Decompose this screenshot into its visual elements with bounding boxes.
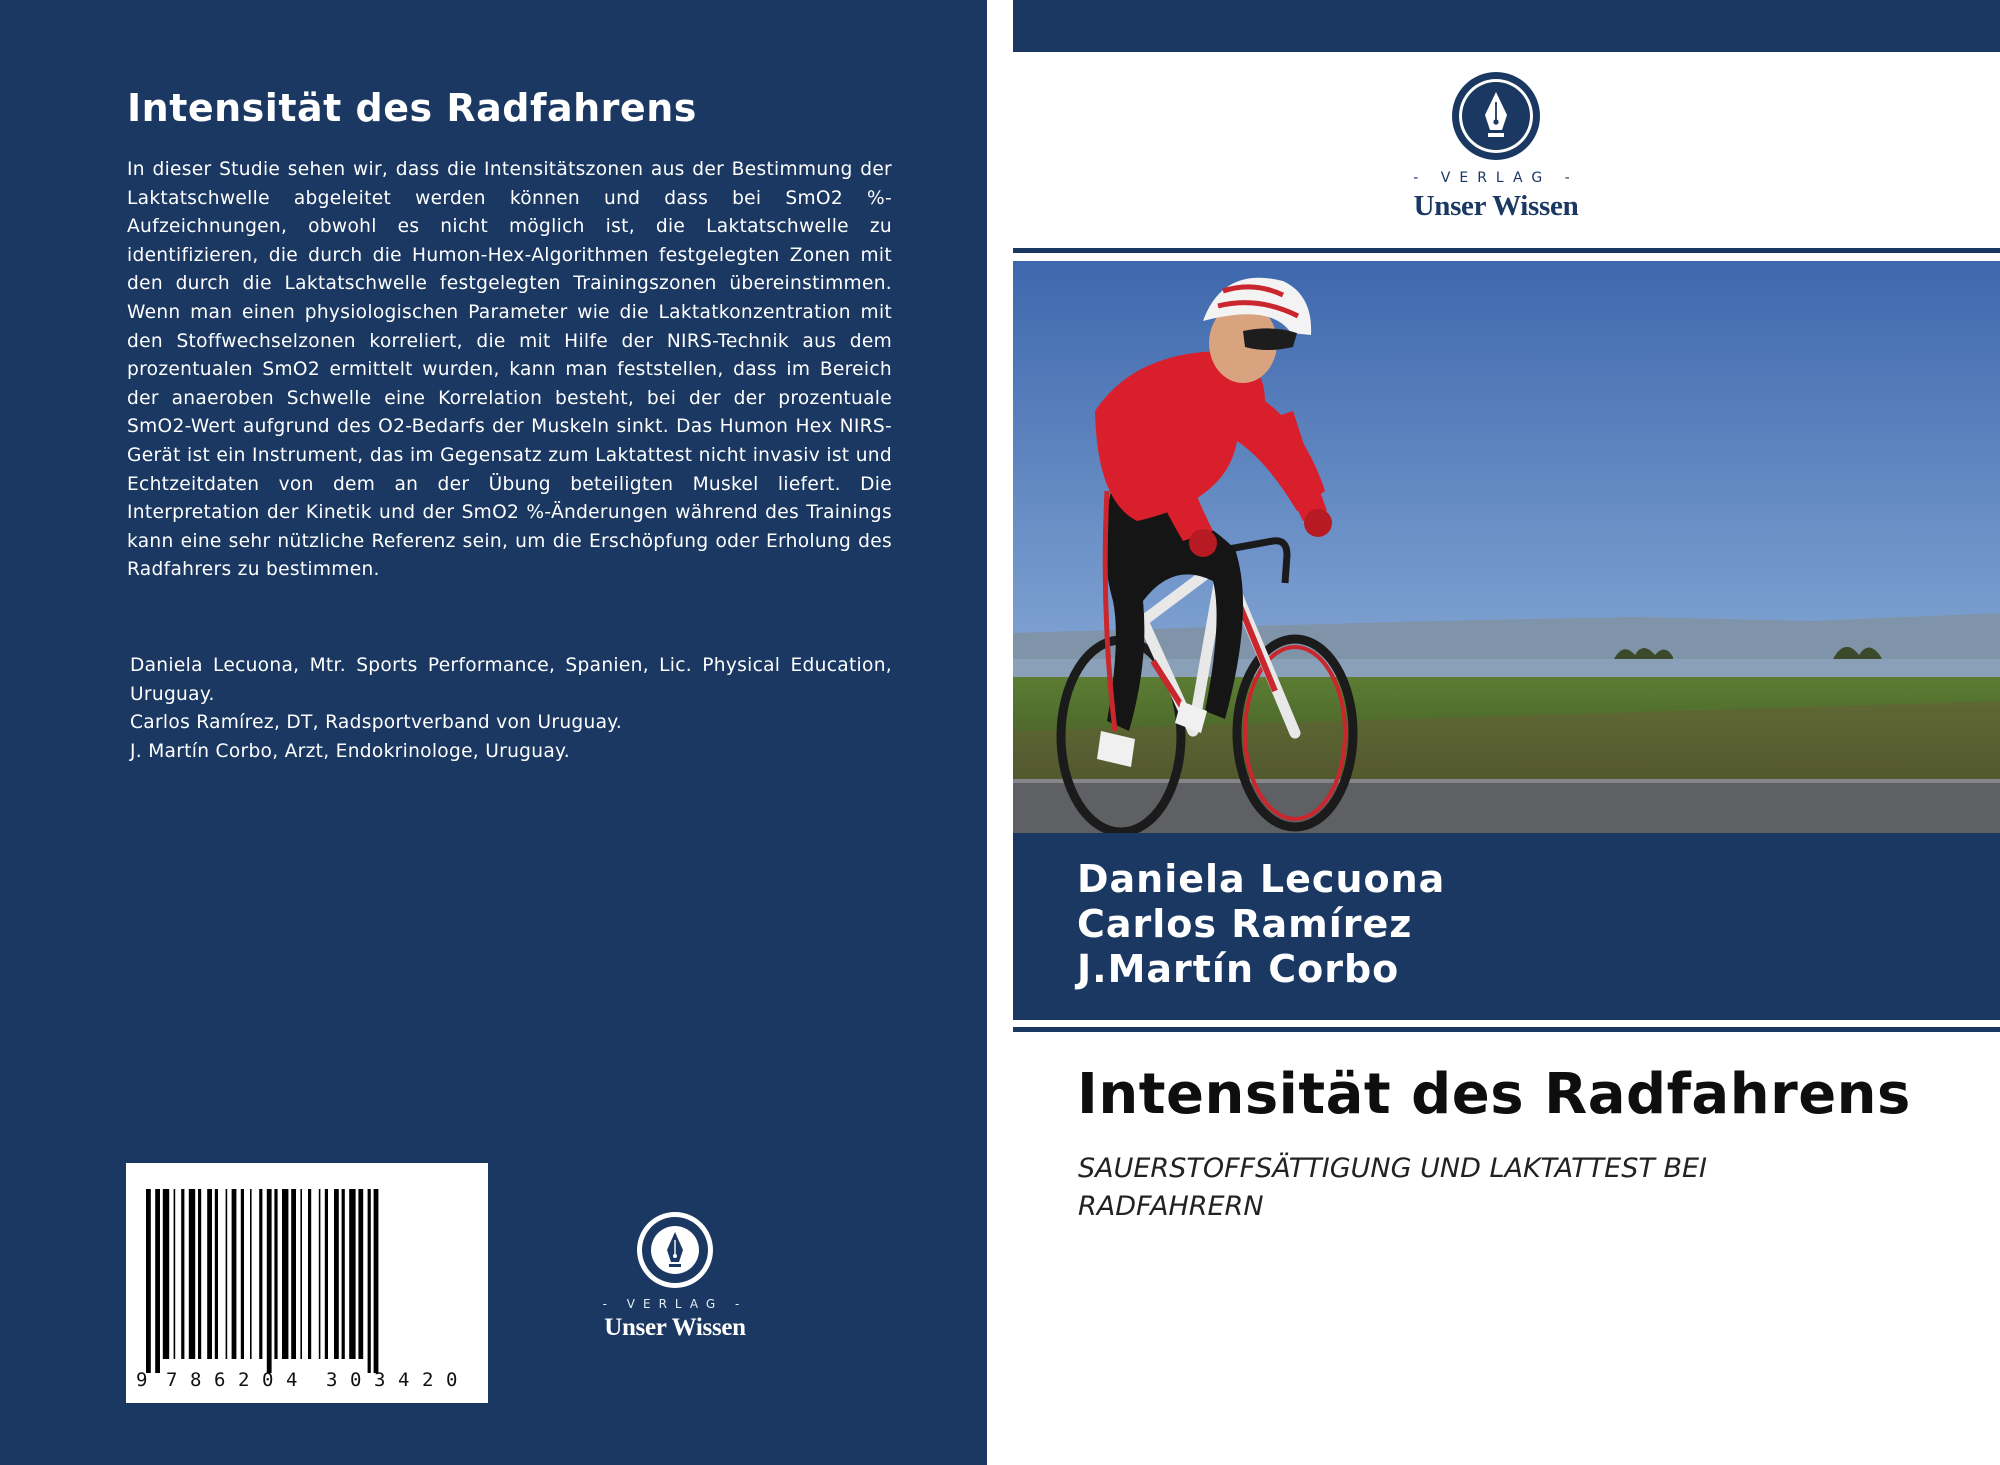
divider-rule (1013, 1027, 2000, 1032)
publisher-brand-name: Unser Wissen (1413, 190, 1579, 222)
author-name-ramirez: Carlos Ramírez (1077, 902, 1413, 946)
back-cover-blurb: In dieser Studie sehen wir, dass die Intensitätszonen aus der Bestimmung der Laktatschwelle abgeleitet werden können und dass bei SmO2 %-Aufzeichnungen, obwohl es nicht möglich ist, die Laktatschwelle zu identifizieren, die durch die Humon-Hex-Algorithmen festgelegten Zonen mit den durch die Laktatschwelle festgelegten Trainingszonen übereinstimmen. Wenn man einen physiologischen Parameter wie die Laktatkonzentration mit den Stoffwechselzonen korreliert, die mit Hilfe der NIRS-Technik aus dem prozentualen SmO2 ermittelt wurden, kann man feststellen, dass im Bereich der anaeroben Schwelle eine Korrelation besteht, bei der der prozentuale SmO2-Wert aufgrund des O2-Bedarfs der Muskeln sinkt. Das Humon Hex NIRS-Gerät ist ein Instrument, das im Gegensatz zum Laktattest nicht invasiv ist und Echtzeitdaten von dem an der Übung beteiligten Muskel liefert. Die Interpretation der Kinetik und der SmO2 %-Änderungen während des Trainings kann eine sehr nützliche Referenz sein, um die Erschöpfung oder Erholung des Radfahrers zu bestimmen. (127, 159, 892, 581)
author-name-corbo: J.Martín Corbo (1077, 947, 1400, 991)
isbn-digit: 0 (350, 1369, 362, 1391)
isbn-digit: 7 (166, 1369, 178, 1391)
barcode-bar (319, 1189, 321, 1359)
isbn-digit: 2 (422, 1369, 434, 1391)
author-bio-ramirez: Carlos Ramírez, DT, Radsportverband von Uruguay. (130, 712, 623, 734)
barcode-bar (163, 1189, 169, 1359)
fountain-pen-nib-icon (1450, 70, 1542, 162)
isbn-digit: 3 (374, 1369, 386, 1391)
barcode-bar (291, 1189, 296, 1359)
publisher-verlag-label: - VERLAG - (602, 1297, 748, 1311)
author-bio-corbo: J. Martín Corbo, Arzt, Endokrinologe, Uruguay. (130, 740, 570, 762)
barcode-bar (300, 1189, 302, 1359)
barcode-bar (267, 1189, 272, 1373)
cover-photo-cyclist (1013, 261, 2000, 833)
isbn-digit: 2 (238, 1369, 250, 1391)
barcode-bar (259, 1189, 262, 1359)
cyclist-image (1013, 261, 2000, 833)
barcode-bar (250, 1189, 252, 1359)
barcode-bar (215, 1189, 218, 1359)
back-cover-title: Intensität des Radfahrens (127, 86, 697, 130)
isbn-digit: 4 (398, 1369, 410, 1391)
author-bio-lecuona: Daniela Lecuona, Mtr. Sports Performance, Spanien, Lic. Physical Education, Uruguay. (130, 655, 892, 705)
barcode-icon (146, 1189, 468, 1373)
barcode-bar (374, 1189, 379, 1373)
barcode-bar (174, 1189, 176, 1359)
publisher-brand-name: Unser Wissen (604, 1314, 746, 1341)
barcode-bar (342, 1189, 345, 1359)
isbn-digit: 9 (136, 1369, 148, 1391)
divider-rule (1013, 248, 2000, 253)
barcode-bar (207, 1189, 212, 1359)
isbn-digit: 6 (214, 1369, 226, 1391)
barcode-bar (189, 1189, 195, 1359)
front-cover-subtitle: SAUERSTOFFSÄTTIGUNG UND LAKTATTEST BEI RADFAHRERN (1078, 1153, 1707, 1222)
barcode-bar (232, 1189, 237, 1359)
author-bios (130, 652, 892, 766)
author-band (1013, 833, 2000, 1020)
barcode-bar (181, 1189, 184, 1359)
spine-gap (987, 0, 1013, 1465)
fountain-pen-nib-icon (635, 1210, 715, 1290)
barcode-bar (155, 1189, 160, 1373)
barcode-bar (334, 1189, 339, 1359)
back-cover (0, 0, 987, 1465)
isbn-digit: 8 (190, 1369, 202, 1391)
isbn-digit: 4 (286, 1369, 298, 1391)
front-cover-title: Intensität des Radfahrens (1077, 1062, 1911, 1127)
barcode-bar (274, 1189, 277, 1359)
barcode-bar (226, 1189, 228, 1359)
barcode-bar (368, 1189, 371, 1373)
barcode-bar (358, 1189, 363, 1359)
barcode-bar (325, 1189, 328, 1359)
isbn-digit: 0 (262, 1369, 274, 1391)
publisher-logo-front (1376, 70, 1616, 220)
front-top-bar (1013, 0, 2000, 52)
barcode-bar (282, 1189, 288, 1359)
isbn-digits (136, 1369, 486, 1397)
author-name-lecuona: Daniela Lecuona (1077, 857, 1446, 901)
publisher-verlag-label: - VERLAG - (1413, 170, 1579, 186)
isbn-barcode (126, 1163, 488, 1403)
barcode-bar (349, 1189, 355, 1359)
barcode-bar (308, 1189, 311, 1359)
barcode-bar (146, 1189, 151, 1373)
publisher-logo-back (560, 1210, 790, 1345)
isbn-digit: 0 (446, 1369, 458, 1391)
barcode-bar (198, 1189, 201, 1359)
barcode-bar (241, 1189, 244, 1359)
isbn-digit: 3 (326, 1369, 338, 1391)
